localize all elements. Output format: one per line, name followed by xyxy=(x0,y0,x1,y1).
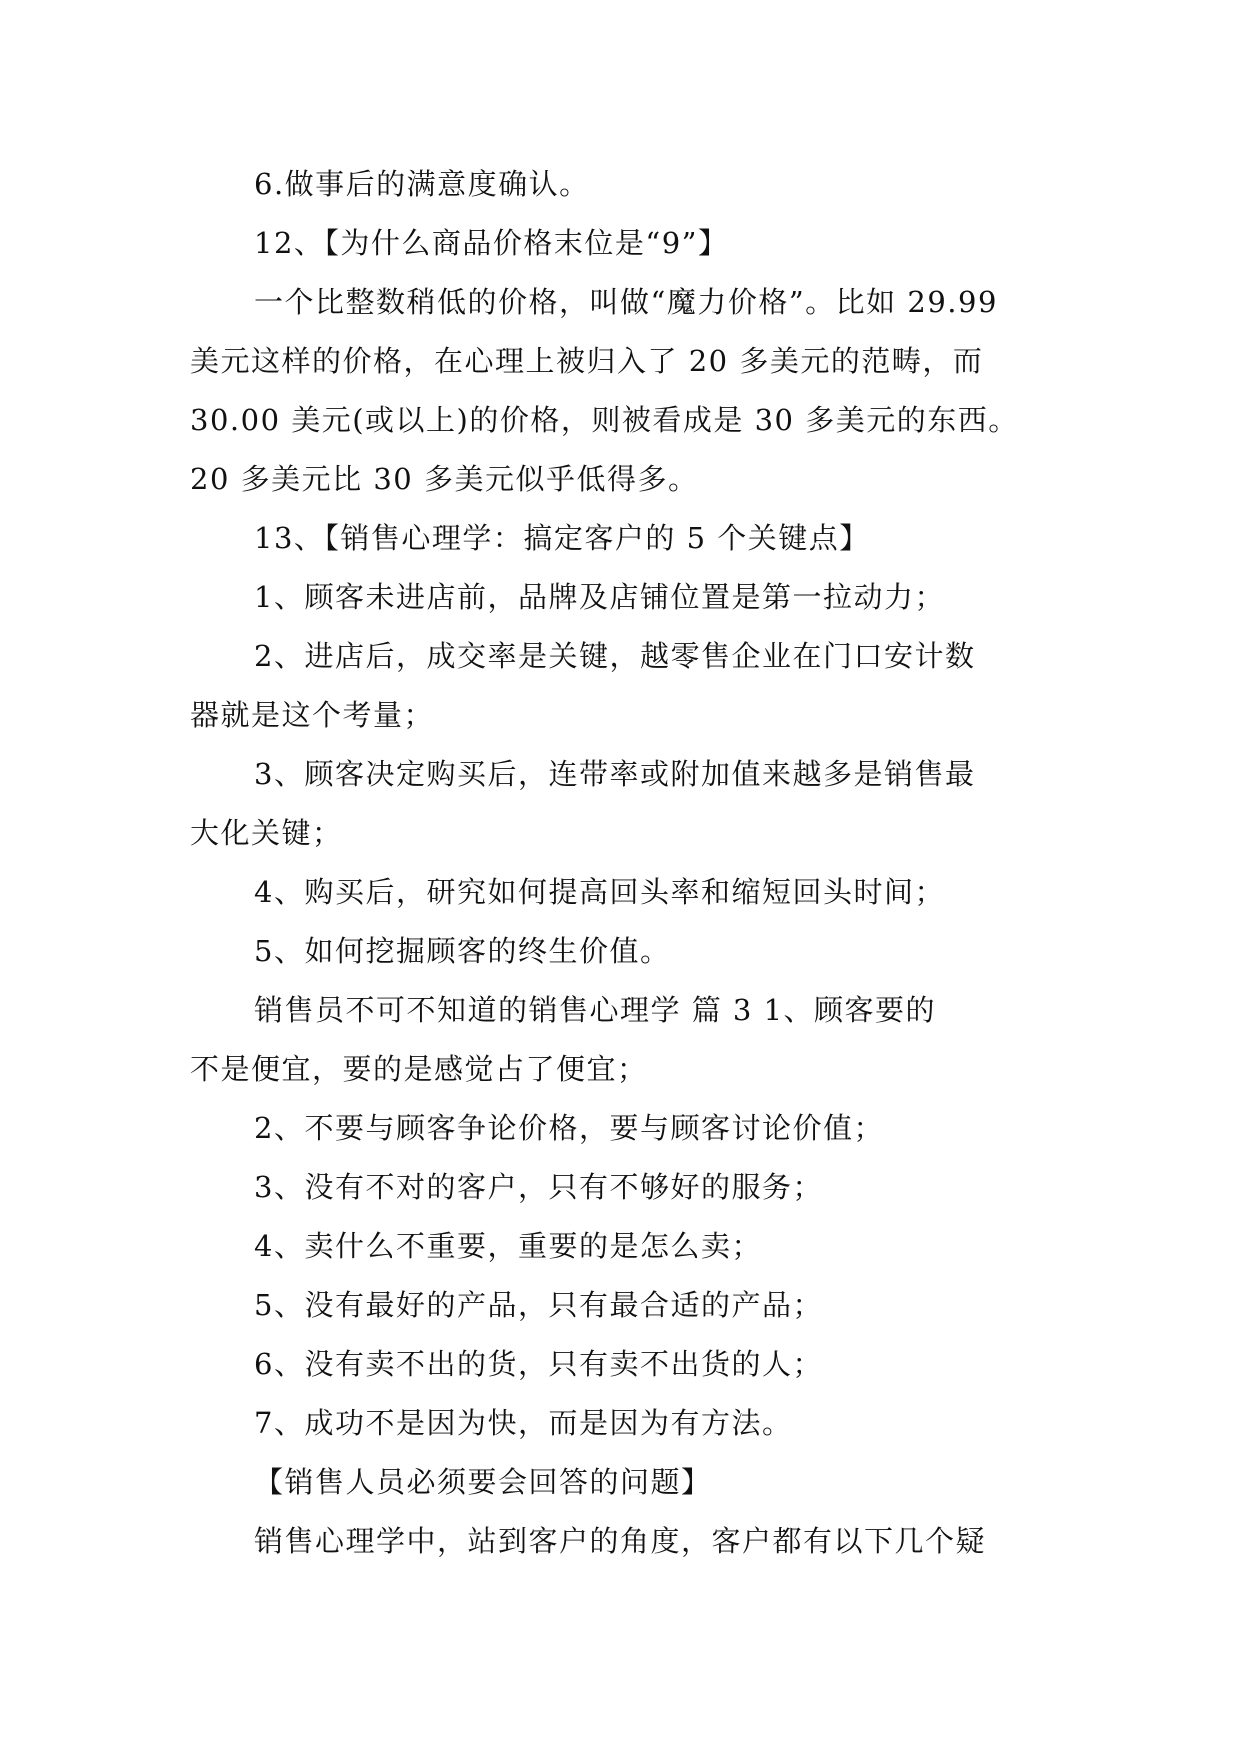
paragraph-line: 6.做事后的满意度确认。 xyxy=(254,167,590,201)
list-item-continuation: 不是便宜，要的是感觉占了便宜； xyxy=(190,1052,648,1086)
list-item: 7、成功不是因为快，而是因为有方法。 xyxy=(254,1406,793,1440)
paragraph-line: 一个比整数稍低的价格，叫做“魔力价格”。比如 29.99 xyxy=(254,285,998,319)
list-item: 2、不要与顾客争论价格，要与顾客讨论价值； xyxy=(254,1111,884,1145)
section-heading: 12、【为什么商品价格末位是“9”】 xyxy=(254,226,729,260)
paragraph-line: 20 多美元比 30 多美元似乎低得多。 xyxy=(190,462,699,496)
section-heading: 销售员不可不知道的销售心理学 篇 3 1、顾客要的 xyxy=(254,993,937,1027)
document-body xyxy=(190,155,1050,1571)
list-item: 4、卖什么不重要，重要的是怎么卖； xyxy=(254,1229,762,1263)
list-item: 6、没有卖不出的货，只有卖不出货的人； xyxy=(254,1347,823,1381)
list-item-continuation: 大化关键； xyxy=(190,816,343,850)
list-item: 3、顾客决定购买后，连带率或附加值来越多是销售最 xyxy=(254,757,976,791)
list-item: 4、购买后，研究如何提高回头率和缩短回头时间； xyxy=(254,875,945,909)
list-item: 5、如何挖掘顾客的终生价值。 xyxy=(254,934,671,968)
paragraph-line: 30.00 美元(或以上)的价格，则被看成是 30 多美元的东西。 xyxy=(190,403,1019,437)
list-item: 5、没有最好的产品，只有最合适的产品； xyxy=(254,1288,823,1322)
list-item: 3、没有不对的客户，只有不够好的服务； xyxy=(254,1170,823,1204)
section-heading: 13、【销售心理学：搞定客户的 5 个关键点】 xyxy=(254,521,870,555)
paragraph-line: 美元这样的价格，在心理上被归入了 20 多美元的范畴，而 xyxy=(190,344,984,378)
list-item: 2、进店后，成交率是关键，越零售企业在门口安计数 xyxy=(254,639,976,673)
section-heading: 【销售人员必须要会回答的问题】 xyxy=(254,1465,712,1499)
list-item: 1、顾客未进店前，品牌及店铺位置是第一拉动力； xyxy=(254,580,945,614)
paragraph-line: 销售心理学中，站到客户的角度，客户都有以下几个疑 xyxy=(254,1524,987,1558)
list-item-continuation: 器就是这个考量； xyxy=(190,698,435,732)
